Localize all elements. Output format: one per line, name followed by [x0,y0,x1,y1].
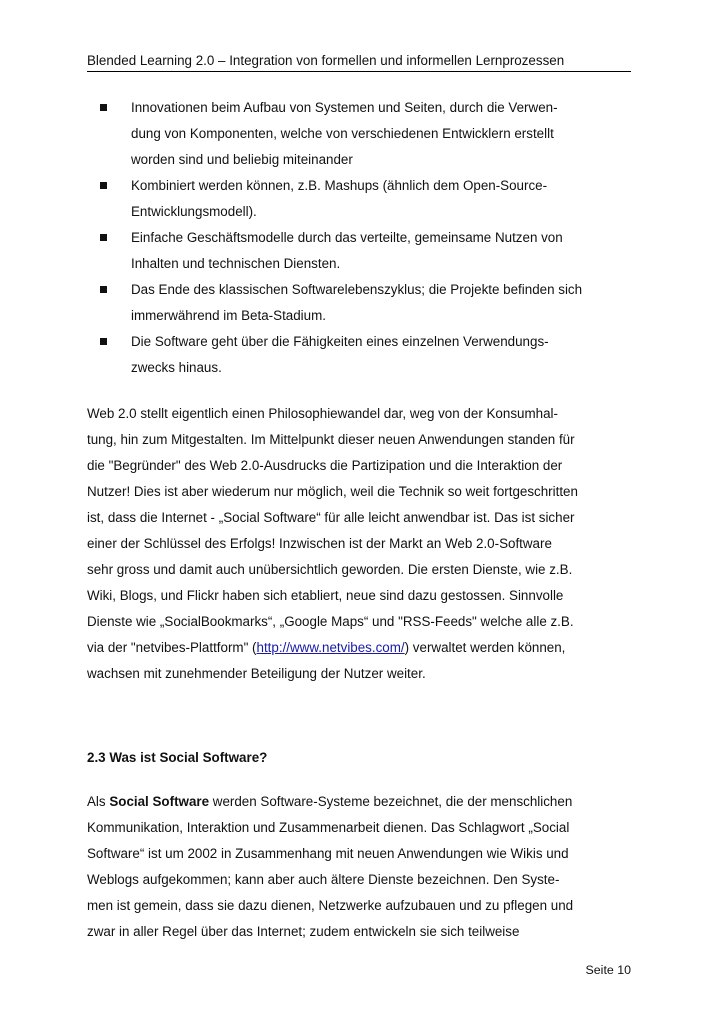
text-line: Web 2.0 stellt eigentlich einen Philosophiewandel dar, weg von der Konsumhal- [87,406,558,421]
bullet-line: zwecks hinaus. [131,360,222,375]
text-line: tung, hin zum Mitgestalten. Im Mittelpunkt dieser neuen Anwendungen standen für [87,432,575,447]
text-line: Dienste wie „SocialBookmarks“, „Google Maps“ und "RSS-Feeds" welche alle z.B. [87,614,574,629]
bullet-line: Innovationen beim Aufbau von Systemen und Seiten, durch die Verwen- [131,100,558,115]
text-line: einer der Schlüssel des Erfolgs! Inzwischen ist der Markt an Web 2.0-Software [87,536,552,551]
text-line: Weblogs aufgekommen; kann aber auch ältere Dienste bezeichnen. Den Syste- [87,872,560,887]
text-line: wachsen mit zunehmender Beteiligung der Nutzer weiter. [87,666,426,681]
bullet-list [0,95,583,381]
bullet-item [0,277,583,329]
paragraph-web20 [87,401,631,687]
link-prefix-text: via der "netvibes-Plattform" ( [87,640,257,655]
text-line: men ist gemein, dass sie dazu dienen, Netzwerke aufzubauen und zu pflegen und [87,898,574,913]
square-bullet-icon [100,182,107,189]
text-line [87,789,631,815]
text-line: Nutzer! Dies ist aber wiederum nur möglich, weil die Technik so weit fortgeschritten [87,484,578,499]
page-number: Seite 10 [585,963,631,977]
bullet-line: immerwährend im Beta-Stadium. [131,308,326,323]
square-bullet-icon [100,234,107,241]
text-line: zwar in aller Regel über das Internet; zudem entwickeln sie sich teilweise [87,924,520,939]
bullet-line: Das Ende des klassischen Softwarelebenszyklus; die Projekte befinden sich [131,282,583,297]
bullet-line: dung von Komponenten, welche von verschiedenen Entwicklern erstellt [131,126,554,141]
bullet-item [0,225,563,277]
text-line: Wiki, Blogs, und Flickr haben sich etabliert, neue sind dazu gestossen. Sinnvolle [87,588,564,603]
text-line: Kommunikation, Interaktion und Zusammenarbeit dienen. Das Schlagwort „Social [87,820,570,835]
running-header: Blended Learning 2.0 – Integration von formellen und informellen Lernprozessen [87,53,565,68]
header-rule [87,71,631,72]
netvibes-link[interactable]: http://www.netvibes.com/ [256,640,405,655]
bullet-item [0,95,558,173]
link-suffix-text: ) verwaltet werden können, [404,640,566,655]
text-line: Software“ ist um 2002 in Zusammenhang mit neuen Anwendungen wie Wikis und [87,846,569,861]
text-line: sehr gross und damit auch unübersichtlich geworden. Die ersten Dienste, wie z.B. [87,562,573,577]
section-heading: 2.3 Was ist Social Software? [87,750,268,765]
bullet-line: Die Software geht über die Fähigkeiten eines einzelnen Verwendungs- [131,334,549,349]
bold-term: Social Software [109,794,210,809]
text-line-with-link [87,635,631,661]
square-bullet-icon [100,338,107,345]
bullet-item [0,173,548,225]
bullet-line: worden sind und beliebig miteinander [131,152,353,167]
text-line: die "Begründer" des Web 2.0-Ausdrucks die Partizipation und die Interaktion der [87,458,563,473]
bullet-item [0,329,549,381]
bullet-line: Entwicklungsmodell). [131,204,257,219]
text-line: ist, dass die Internet - „Social Software“ für alle leicht anwendbar ist. Das ist sicher [87,510,575,525]
bullet-line: Einfache Geschäftsmodelle durch das verteilte, gemeinsame Nutzen von [131,230,563,245]
bullet-line: Kombiniert werden können, z.B. Mashups (ähnlich dem Open-Source- [131,178,548,193]
square-bullet-icon [100,286,107,293]
bullet-line: Inhalten und technischen Diensten. [131,256,341,271]
intro-text: Als [87,794,110,809]
continuation-text: werden Software-Systeme bezeichnet, die der menschlichen [209,794,573,809]
paragraph-social-software [87,789,631,945]
square-bullet-icon [100,104,107,111]
